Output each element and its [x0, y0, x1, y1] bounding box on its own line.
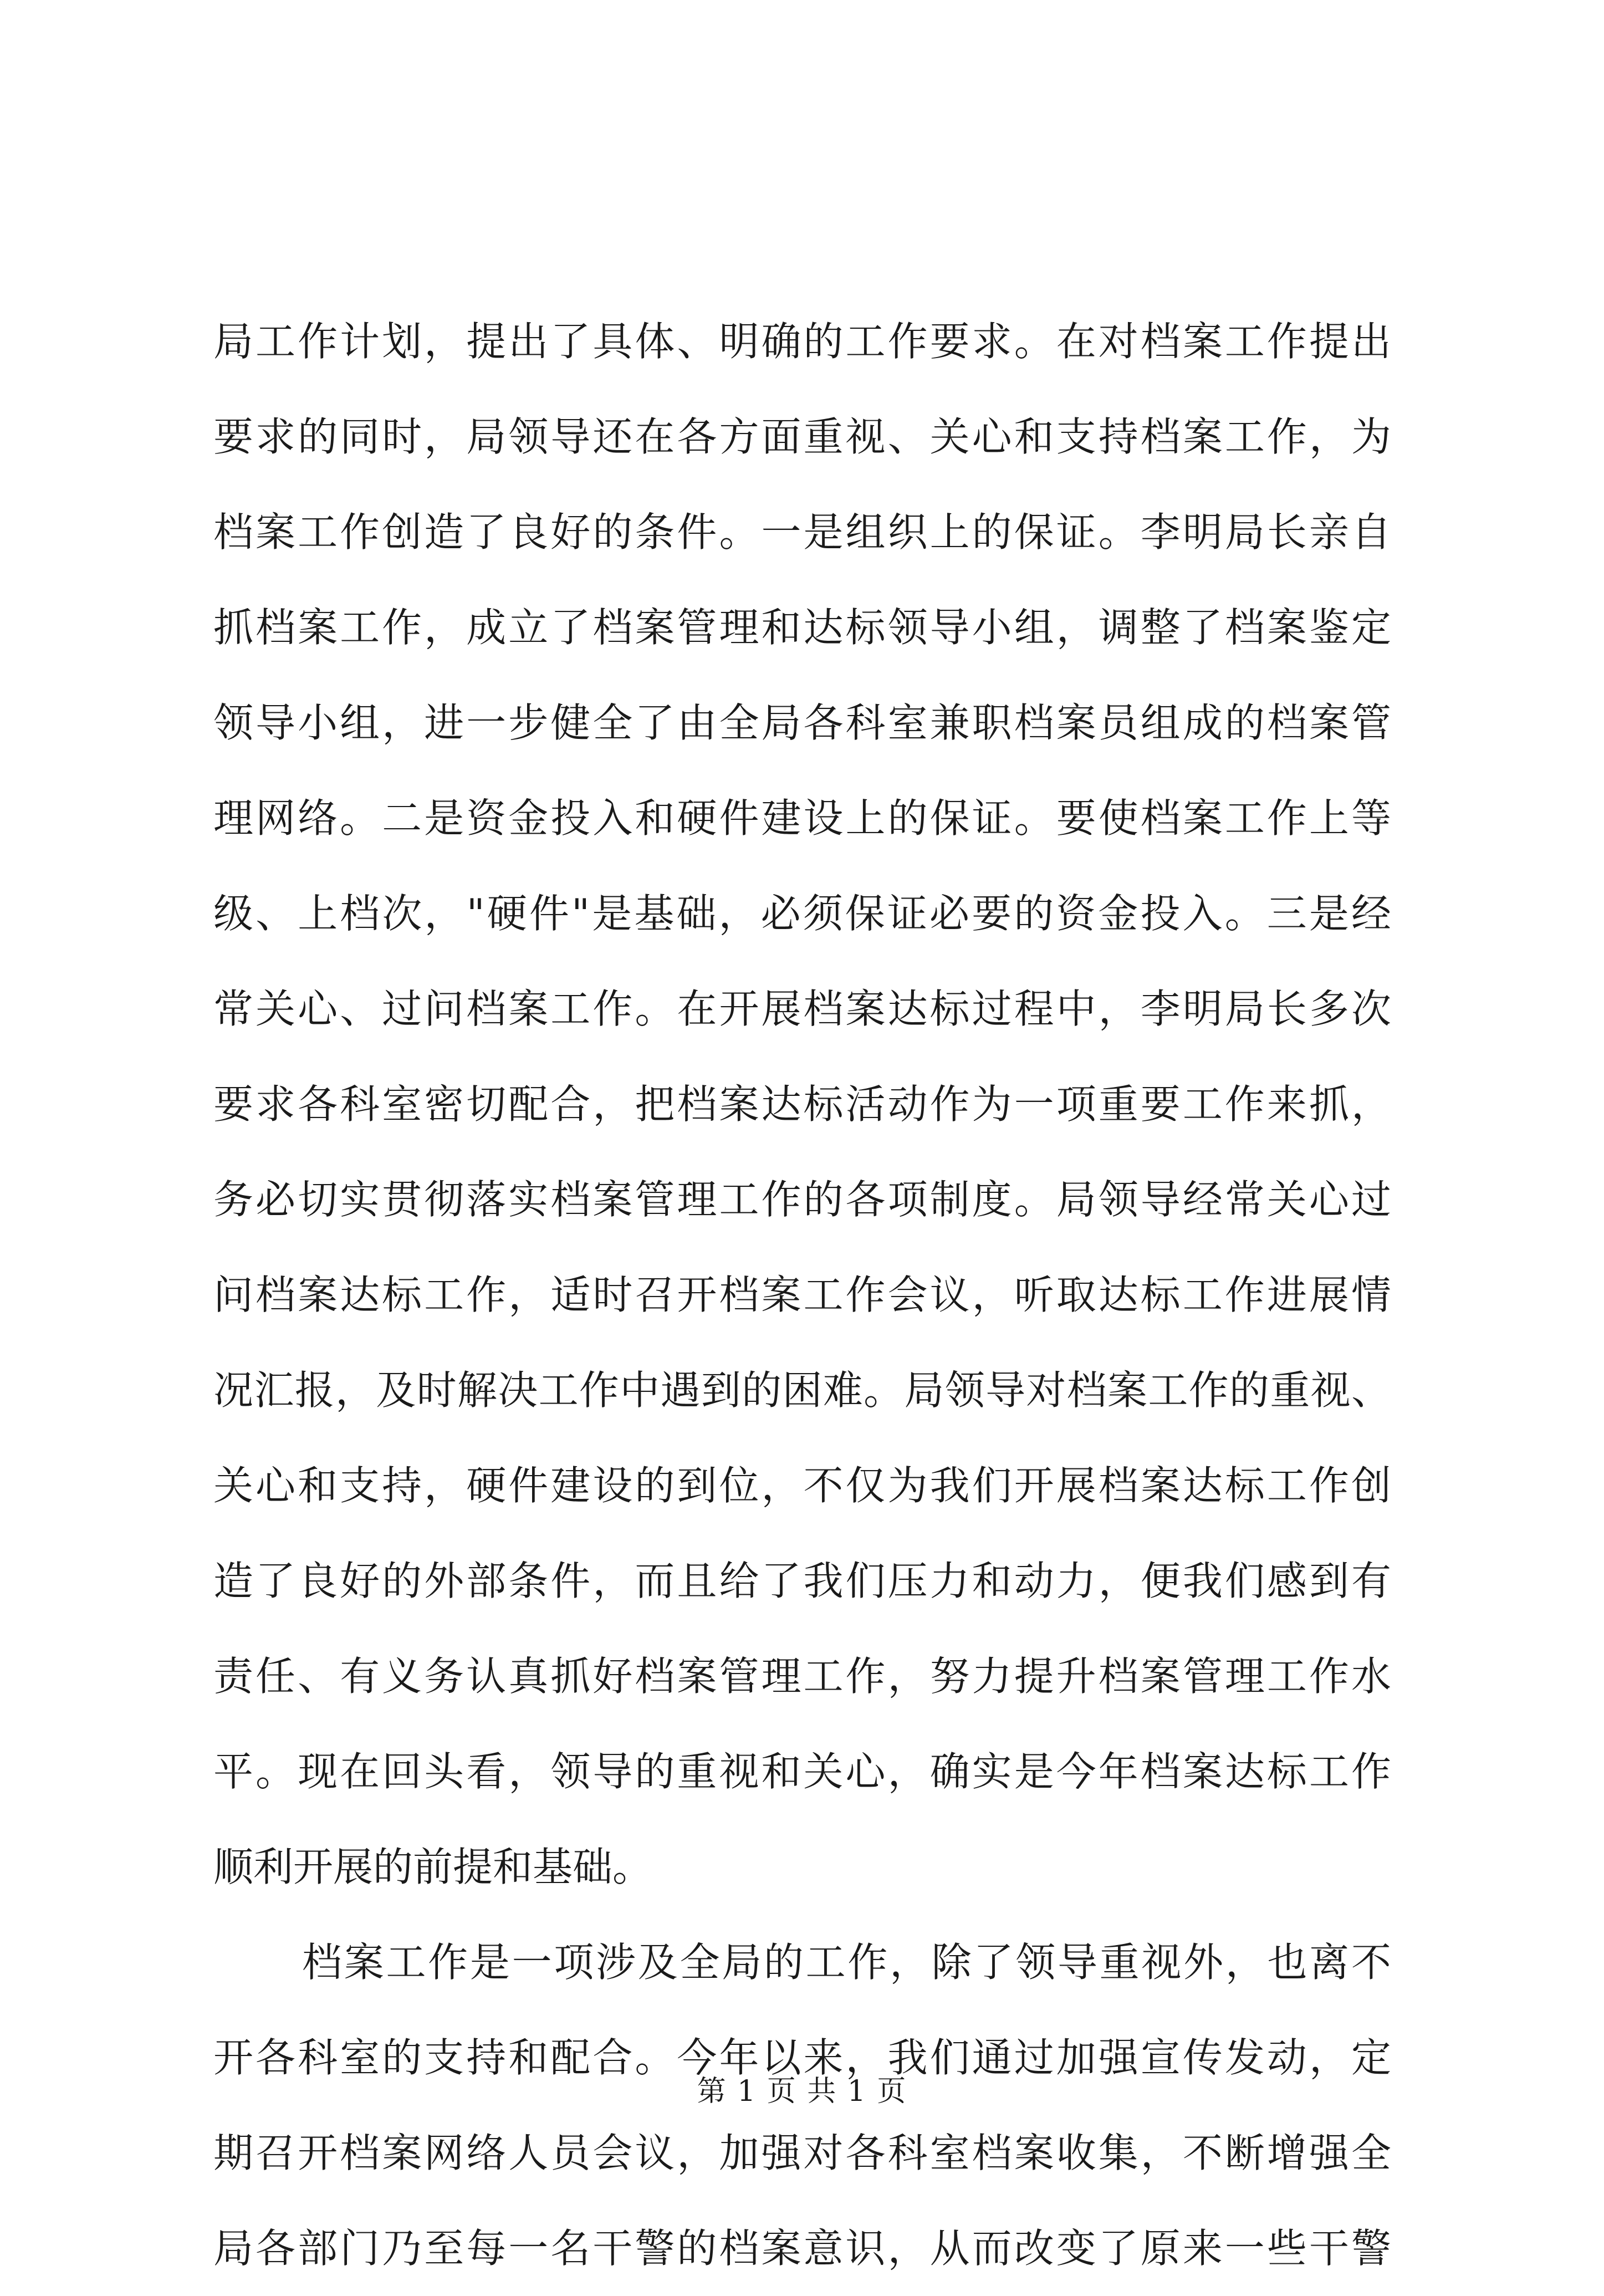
text-line: 责任、有义务认真抓好档案管理工作，努力提升档案管理工作水: [213, 1653, 1391, 1700]
text-line: 开各科室的支持和配合。今年以来，我们通过加强宣传发动，定: [213, 2034, 1391, 2081]
text-line: 档案工作是一项涉及全局的工作，除了领导重视外，也离不: [302, 1939, 1391, 1986]
text-line: 档案工作创造了良好的条件。一是组织上的保证。李明局长亲自: [213, 509, 1391, 555]
text-line: 关心和支持，硬件建设的到位，不仅为我们开展档案达标工作创: [213, 1462, 1391, 1509]
text-line: 局工作计划，提出了具体、明确的工作要求。在对档案工作提出: [213, 318, 1391, 365]
text-line: 要求的同时，局领导还在各方面重视、关心和支持档案工作，为: [213, 414, 1391, 460]
text-line: 顺利开展的前提和基础。: [213, 1844, 653, 1890]
text-line: 要求各科室密切配合，把档案达标活动作为一项重要工作来抓，: [213, 1081, 1391, 1127]
text-line: 常关心、过问档案工作。在开展档案达标过程中，李明局长多次: [213, 986, 1391, 1032]
document-body: [213, 294, 1391, 2296]
text-line: 问档案达标工作，适时召开档案工作会议，听取达标工作进展情: [213, 1272, 1391, 1318]
text-line: 级、上档次，"硬件"是基础，必须保证必要的资金投入。三是经: [213, 890, 1391, 937]
text-line: 局各部门乃至每一名干警的档案意识，从而改变了原来一些干警: [213, 2225, 1391, 2272]
text-line: 务必切实贯彻落实档案管理工作的各项制度。局领导经常关心过: [213, 1176, 1391, 1223]
text-line: 抓档案工作，成立了档案管理和达标领导小组，调整了档案鉴定: [213, 604, 1391, 651]
text-line: 期召开档案网络人员会议，加强对各科室档案收集，不断增强全: [213, 2130, 1391, 2176]
paragraph-1: [213, 294, 1391, 1915]
page-number-label: 第 1 页 共 1 页: [697, 2075, 907, 2108]
text-line: 理网络。二是资金投入和硬件建设上的保证。要使档案工作上等: [213, 795, 1391, 841]
text-line: 平。现在回头看，领导的重视和关心，确实是今年档案达标工作: [213, 1748, 1391, 1795]
text-line: 造了良好的外部条件，而且给了我们压力和动力，便我们感到有: [213, 1558, 1391, 1604]
text-line: 况汇报，及时解决工作中遇到的困难。局领导对档案工作的重视、: [213, 1367, 1391, 1414]
page-footer: [0, 2068, 1604, 2109]
text-line: 领导小组，进一步健全了由全局各科室兼职档案员组成的档案管: [213, 700, 1391, 746]
